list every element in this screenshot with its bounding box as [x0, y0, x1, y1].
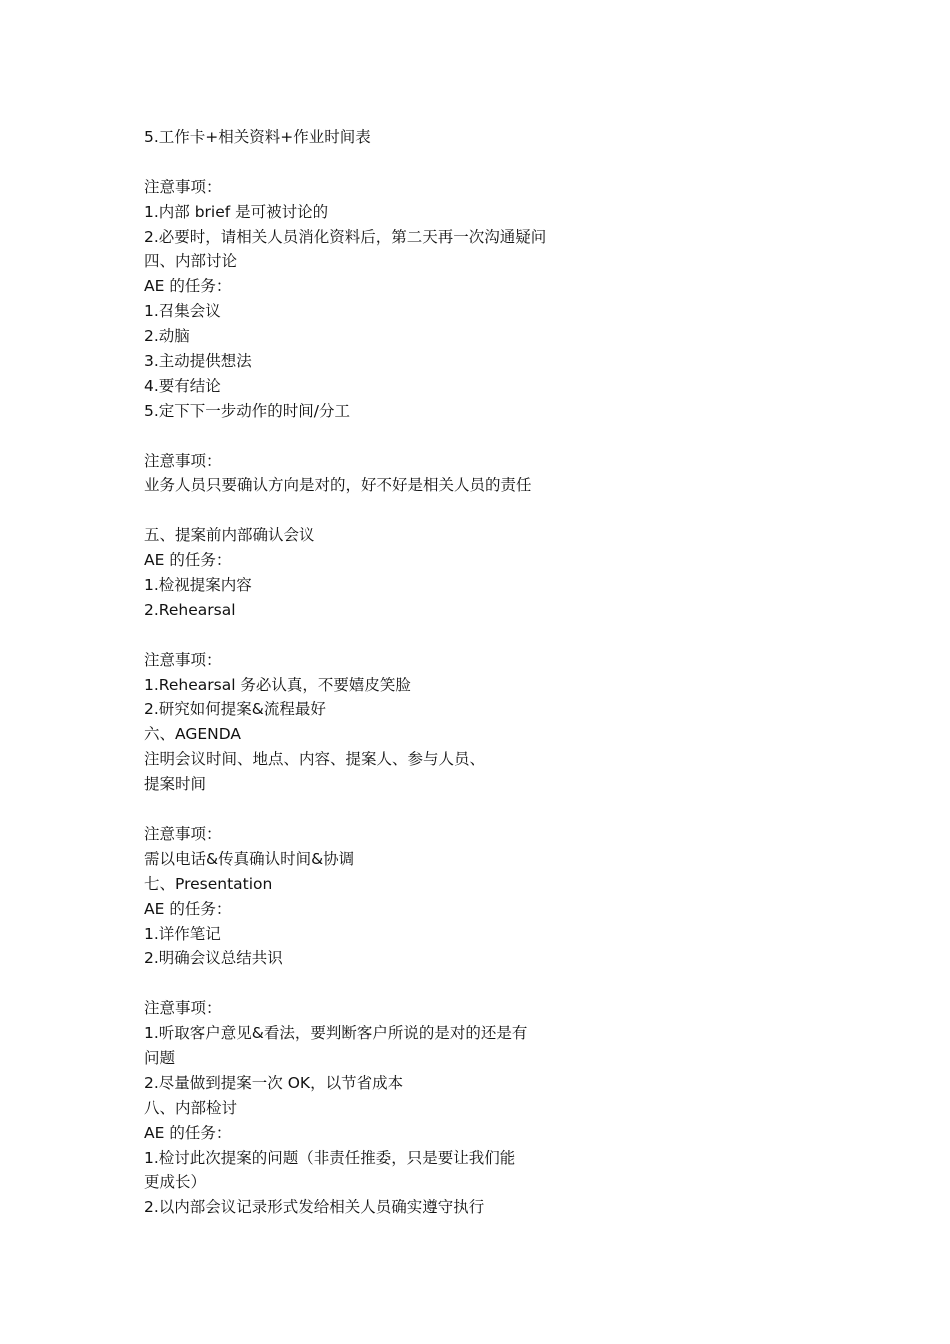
- text-line: 2.研究如何提案&流程最好: [144, 700, 326, 719]
- section-heading: 八、内部检讨: [144, 1098, 238, 1117]
- text-line: 注意事项：: [144, 451, 222, 470]
- text-line: 注意事项：: [144, 824, 222, 843]
- text-line: 3.主动提供想法: [144, 352, 252, 371]
- text-line: 1.检视提案内容: [144, 576, 252, 595]
- blank-line: [144, 623, 844, 648]
- section-heading: 四、内部讨论: [144, 252, 238, 271]
- text-line: 5.定下下一步动作的时间/分工: [144, 401, 351, 420]
- text-line: 1.内部 brief 是可被讨论的: [144, 202, 329, 221]
- text-line: 1.召集会议: [144, 302, 221, 321]
- text-line: 1.Rehearsal 务必认真，不要嬉皮笑脸: [144, 675, 411, 694]
- text-line: 注意事项：: [144, 999, 222, 1018]
- blank-line: [144, 498, 844, 523]
- text-line: 2.Rehearsal: [144, 600, 236, 619]
- document-body: [144, 125, 844, 1220]
- text-line: 需以电话&传真确认时间&协调: [144, 849, 355, 868]
- text-line: 注意事项：: [144, 650, 222, 669]
- blank-line: [144, 424, 844, 449]
- text-line: AE 的任务：: [144, 277, 232, 296]
- section-heading: 七、Presentation: [144, 874, 273, 893]
- text-line: 2.动脑: [144, 327, 190, 346]
- text-line: AE 的任务：: [144, 899, 232, 918]
- section-heading: 五、提案前内部确认会议: [144, 526, 315, 545]
- text-line: 注意事项：: [144, 177, 222, 196]
- text-line: 2.尽量做到提案一次 OK，以节省成本: [144, 1073, 404, 1092]
- text-line: 2.明确会议总结共识: [144, 949, 283, 968]
- text-line: 业务人员只要确认方向是对的，好不好是相关人员的责任: [144, 476, 532, 495]
- text-line: 问题: [144, 1048, 176, 1067]
- blank-line: [144, 150, 844, 175]
- text-line: 2.以内部会议记录形式发给相关人员确实遵守执行: [144, 1198, 485, 1217]
- text-line: 4.要有结论: [144, 376, 221, 395]
- text-line: 更成长）: [144, 1173, 207, 1192]
- text-line: 1.检讨此次提案的问题（非责任推委，只是要让我们能: [144, 1148, 516, 1167]
- text-line: AE 的任务：: [144, 1123, 232, 1142]
- text-line: 提案时间: [144, 775, 207, 794]
- text-line: 5.工作卡+相关资料+作业时间表: [144, 128, 371, 146]
- blank-line: [144, 971, 844, 996]
- text-line: 1.听取客户意见&看法，要判断客户所说的是对的还是有: [144, 1024, 528, 1043]
- text-line: 2.必要时，请相关人员消化资料后，第二天再一次沟通疑问: [144, 227, 547, 246]
- blank-line: [144, 797, 844, 822]
- section-heading: 六、AGENDA: [144, 725, 241, 744]
- text-line: 1.详作笔记: [144, 924, 221, 943]
- text-line: AE 的任务：: [144, 551, 232, 570]
- text-line: 注明会议时间、地点、内容、提案人、参与人员、: [144, 750, 486, 769]
